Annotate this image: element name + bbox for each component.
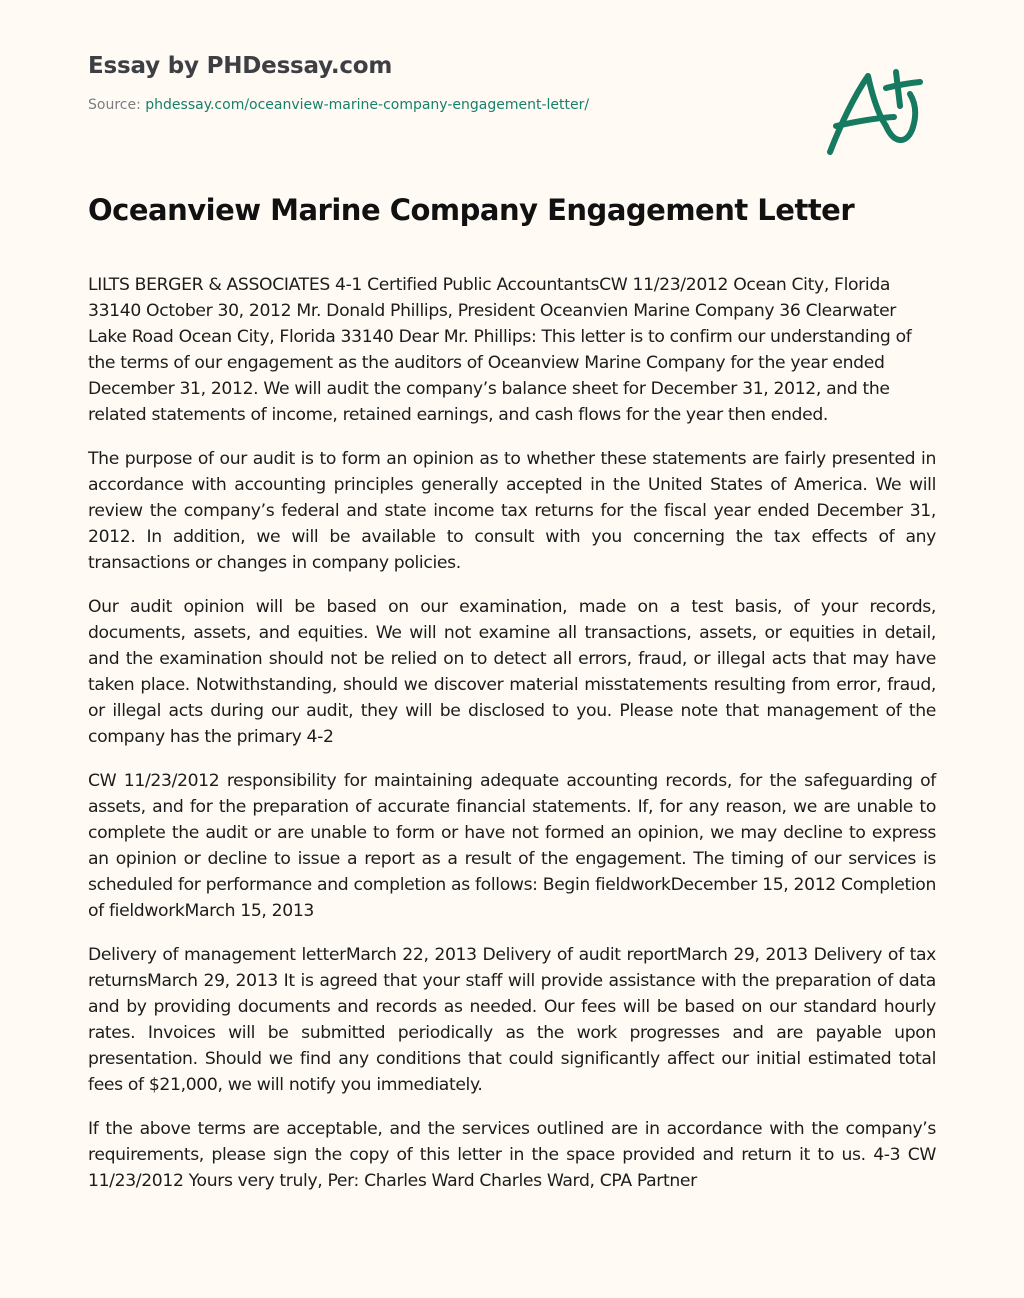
site-header [88, 50, 589, 114]
document-body [88, 272, 936, 1212]
source-label: Source: [88, 97, 141, 113]
paragraph: LILTS BERGER & ASSOCIATES 4-1 Certified Public AccountantsCW 11/23/2012 Ocean City, Florida 33140 October 30, 2012 Mr. Donald Phillips, President Oceanvien Marine Company 36 Clearwater Lake Road Ocean City, Florida 33140 Dear Mr. Phillips: This letter is to confirm our understanding of the terms of our engagement as the auditors of Oceanview Marine Company for the year ended December 31, 2012. We will audit the company’s balance sheet for December 31, 2012, and the related statements of income, retained earnings, and cash flows for the year then ended. [88, 275, 912, 425]
source-link[interactable]: phdessay.com/oceanview-marine-company-engagement-letter/ [145, 97, 590, 113]
source-line [88, 96, 589, 114]
paragraph: Our audit opinion will be based on our examination, made on a test basis, of your records, documents, assets, and equities. We will not examine all transactions, assets, or equities in detail, and the examination should not be relied on to detect all errors, fraud, or illegal acts that may have taken place. Notwithstanding, should we discover material misstatements resulting from error, fraud, or illegal acts during our audit, they will be disclosed to you. Please note that management of the company has the primary 4-2 [88, 597, 936, 747]
paragraph: Delivery of management letterMarch 22, 2013 Delivery of audit reportMarch 29, 2013 Delivery of tax returnsMarch 29, 2013 It is agreed that your staff will provide assistance with the preparation of data and by providing documents and records as needed. Our fees will be based on our standard hourly rates. Invoices will be submitted periodically as the work progresses and are payable upon presentation. Should we find any conditions that could significantly affect our initial estimated total fees of $21,000, we will notify you immediately. [88, 945, 936, 1095]
paragraph: If the above terms are acceptable, and the services outlined are in accordance with the company’s requirements, please sign the copy of this letter in the space provided and return it to us. 4-3 CW 11/23/2012 Yours very truly, Per: Charles Ward Charles Ward, CPA Partner [88, 1119, 936, 1191]
a-plus-grade-icon [820, 64, 932, 164]
document-title: Oceanview Marine Company Engagement Letter [88, 193, 855, 227]
paragraph: CW 11/23/2012 responsibility for maintaining adequate accounting records, for the safeguarding of assets, and for the preparation of accurate financial statements. If, for any reason, we are unable to complete the audit or are unable to form or have not formed an opinion, we may decline to express an opinion or decline to issue a report as a result of the engagement. The timing of our services is scheduled for performance and completion as follows: Begin fieldworkDecember 15, 2012 Completion of fieldworkMarch 15, 2013 [88, 771, 936, 921]
paragraph: The purpose of our audit is to form an opinion as to whether these statements are fairly presented in accordance with accounting principles generally accepted in the United States of America. We will review the company’s federal and state income tax returns for the fiscal year ended December 31, 2012. In addition, we will be available to consult with you concerning the tax effects of any transactions or changes in company policies. [88, 449, 936, 573]
site-brand: Essay by PHDessay.com [88, 53, 393, 79]
